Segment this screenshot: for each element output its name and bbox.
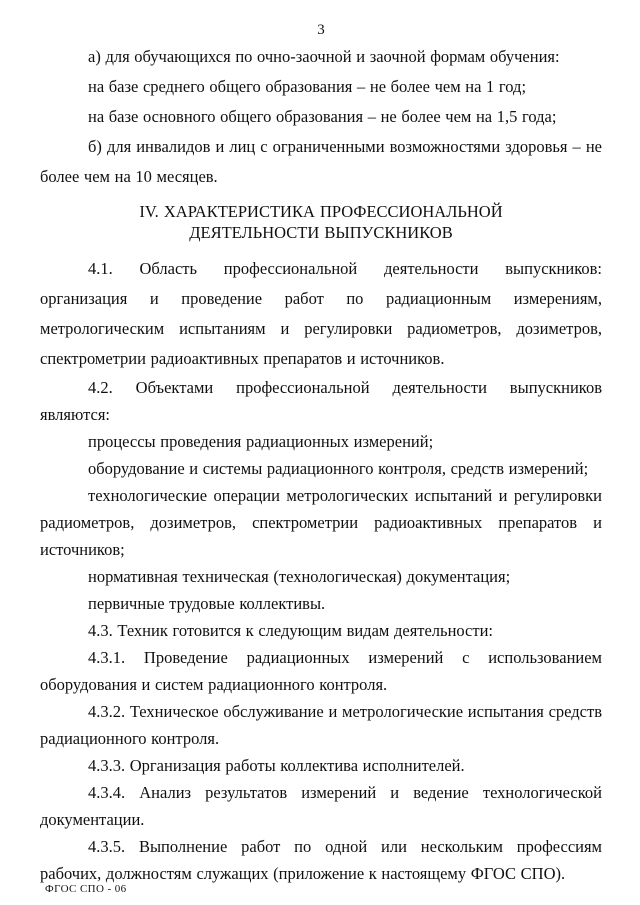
paragraph-4-3-1: 4.3.1. Проведение радиационных измерений с использованием оборудования и систем радиационного контроля.	[40, 648, 602, 694]
paragraph-basic-general: на базе основного общего образования – не более чем на 1,5 года;	[88, 107, 557, 126]
section-iv-heading-line2: ДЕЯТЕЛЬНОСТИ ВЫПУСКНИКОВ	[189, 223, 453, 242]
paragraph-4-2-object-1: процессы проведения радиационных измерений;	[88, 432, 434, 451]
paragraph-4-1: 4.1. Область профессиональной деятельности выпускников: организация и проведение работ по радиационным измерениям, метрологическим испытаниям и регулировки радиометров, дозиметров, спектрометрии радиоактивных препаратов и источников.	[40, 259, 602, 368]
section-iv-heading-line1: IV. ХАРАКТЕРИСТИКА ПРОФЕССИОНАЛЬНОЙ	[139, 202, 503, 221]
paragraph-secondary-general: на базе среднего общего образования – не более чем на 1 год;	[88, 77, 527, 96]
paragraph-4-2-object-2: оборудование и системы радиационного контроля, средств измерений;	[88, 459, 589, 478]
paragraph-4-2-object-5: первичные трудовые коллективы.	[88, 594, 326, 613]
paragraph-item-b: б) для инвалидов и лиц с ограниченными возможностями здоровья – не более чем на 10 месяцев.	[40, 137, 602, 186]
paragraph-4-2-object-4: нормативная техническая (технологическая) документация;	[88, 567, 511, 586]
paragraph-4-3-4: 4.3.4. Анализ результатов измерений и ведение технологической документации.	[40, 783, 602, 829]
paragraph-item-a: а) для обучающихся по очно-заочной и заочной формам обучения:	[88, 47, 560, 66]
paragraph-4-2-object-3: технологические операции метрологических испытаний и регулировки радиометров, дозиметров, спектрометрии радиоактивных препаратов и источников;	[40, 486, 602, 559]
paragraph-4-3-intro: 4.3. Техник готовится к следующим видам деятельности:	[88, 621, 494, 640]
footer-document-code: ФГОС СПО - 06	[45, 883, 127, 895]
page-number: 3	[317, 22, 325, 38]
paragraph-4-3-2: 4.3.2. Техническое обслуживание и метрологические испытания средств радиационного контроля.	[40, 702, 602, 748]
paragraph-4-2-intro: 4.2. Объектами профессиональной деятельности выпускников являются:	[40, 378, 602, 424]
paragraph-4-3-5: 4.3.5. Выполнение работ по одной или нескольким профессиям рабочих, должностям служащих (приложение к настоящему ФГОС СПО).	[40, 837, 602, 883]
paragraph-4-3-3: 4.3.3. Организация работы коллектива исполнителей.	[88, 756, 465, 775]
section-iv-heading	[54, 201, 588, 243]
